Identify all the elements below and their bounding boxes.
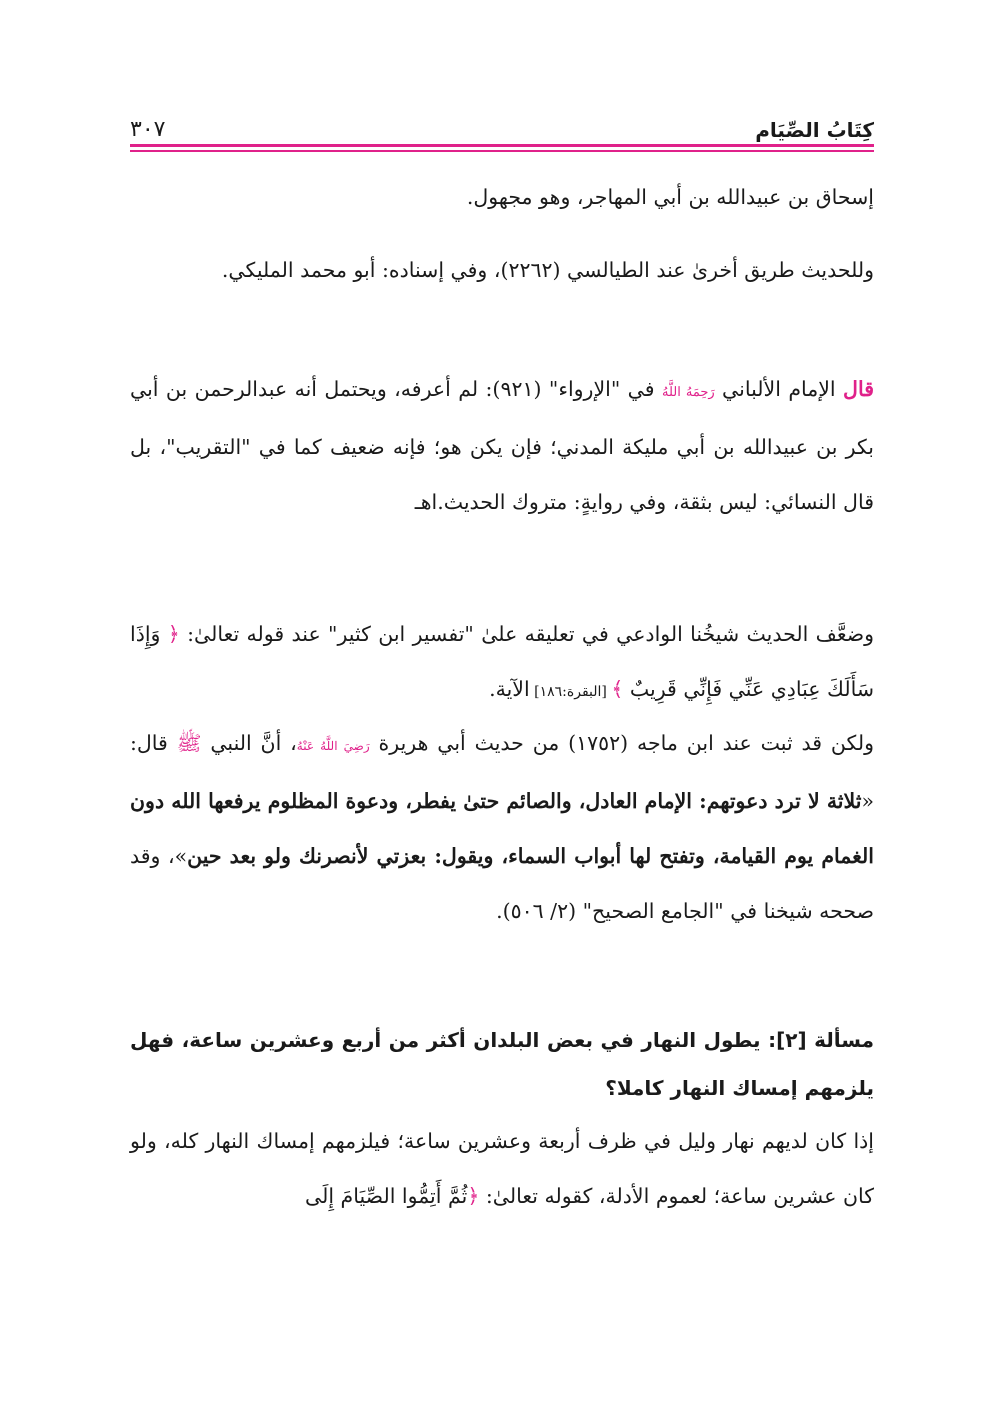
- p3-text-a: الإمام الألباني: [714, 377, 844, 401]
- paragraph-5: [130, 716, 874, 939]
- p3-text-b: في: [620, 377, 662, 401]
- header-rule-top: [130, 144, 874, 147]
- honorific-radiyallahu: رَضِيَ اللَّهُ عَنْهُ: [296, 739, 370, 753]
- p4-text-c: الآية.: [489, 677, 530, 701]
- p4-text-b: عند قوله تعالىٰ:: [179, 622, 329, 646]
- book-taqrib: "التقريب": [166, 435, 251, 459]
- p5-text-b: ، أنَّ النبي: [201, 731, 297, 755]
- quran-brace-close: ﴾: [611, 677, 624, 701]
- question-label: مسألة [٢]:: [768, 1028, 874, 1052]
- paragraph-3: [130, 362, 874, 530]
- paragraph-6: [130, 1114, 874, 1224]
- qala-label: قال: [843, 377, 874, 401]
- p6-text: إذا كان لديهم نهار وليل في ظرف أربعة وعشرين ساعة؛ فيلزمهم إمساك النهار كله، ولو كان عشرين ساعة؛ لعموم الأدلة، كقوله تعالىٰ:: [130, 1129, 874, 1208]
- quran-brace-open-2: ﴿: [467, 1184, 480, 1208]
- question-text: يطول النهار في بعض البلدان أكثر من أربع وعشرين ساعة، فهل يلزمهم إمساك النهار كاملا؟: [130, 1028, 874, 1100]
- paragraph-2: وللحديث طريق أخرىٰ عند الطيالسي (٢٢٦٢)، وفي إسناده: أبو محمد المليكي.: [221, 258, 874, 282]
- quran-brace-open: ﴿: [167, 622, 180, 646]
- running-title: كِتَابُ الصِّيَام: [755, 118, 874, 142]
- p5-text-e: (٢/ ٥٠٦).: [496, 899, 583, 923]
- book-tafsir: "تفسير ابن كثير": [328, 622, 474, 646]
- p3-text-c: (٩٢١): لم أعرفه، ويحتمل أنه عبدالرحمن بن أبي بكر بن عبيدالله بن أبي مليكة المدني؛ فإن يكن هو؛ فإنه ضعيف كما في: [130, 377, 874, 459]
- p4-text-a: وضعَّف الحديث شيخُنا الوادعي في تعليقه علىٰ: [473, 622, 875, 646]
- header-rule-bottom: [130, 150, 874, 152]
- page-header: [130, 112, 874, 142]
- quran-verse: وَإِذَا سَأَلَكَ عِبَادِي عَنِّي فَإِنِّي قَرِيبٌ: [130, 622, 874, 701]
- p5-text-d: »، وقد صححه شيخنا في: [130, 844, 874, 923]
- honorific-rahimahullah: رَحِمَهُ اللَّهُ: [661, 385, 715, 400]
- p3-text-d: ، بل قال النسائي: ليس بثقة، وفي روايةٍ: متروك الحديث.اهـ: [130, 435, 874, 514]
- p5-text-c: قال: «: [130, 731, 874, 813]
- honorific-salawat: ﷺ: [176, 731, 202, 755]
- paragraph-4: [130, 607, 874, 720]
- paragraph-1: إسحاق بن عبيدالله بن أبي المهاجر، وهو مجهول.: [466, 185, 874, 209]
- book-jami: "الجامع الصحيح": [582, 899, 724, 923]
- verse-reference: [البقرة:١٨٦]: [529, 684, 612, 700]
- hadith-text: ثلاثة لا ترد دعوتهم: الإمام العادل، والصائم حتىٰ يفطر، ودعوة المظلوم يرفعها الله دون الغمام يوم القيامة، وتفتح لها أبواب السماء، ويقول: بعزتي لأنصرنك ولو بعد حين: [130, 789, 874, 868]
- question-heading: [130, 1016, 874, 1112]
- quran-verse-2: ثُمَّ أَتِمُّوا الصِّيَامَ إِلَى: [305, 1184, 468, 1208]
- page-number: ٣٠٧: [130, 117, 166, 142]
- book-irwa: "الإرواء": [548, 377, 621, 401]
- p5-text-a: ولكن قد ثبت عند ابن ماجه (١٧٥٢) من حديث أبي هريرة: [369, 731, 874, 755]
